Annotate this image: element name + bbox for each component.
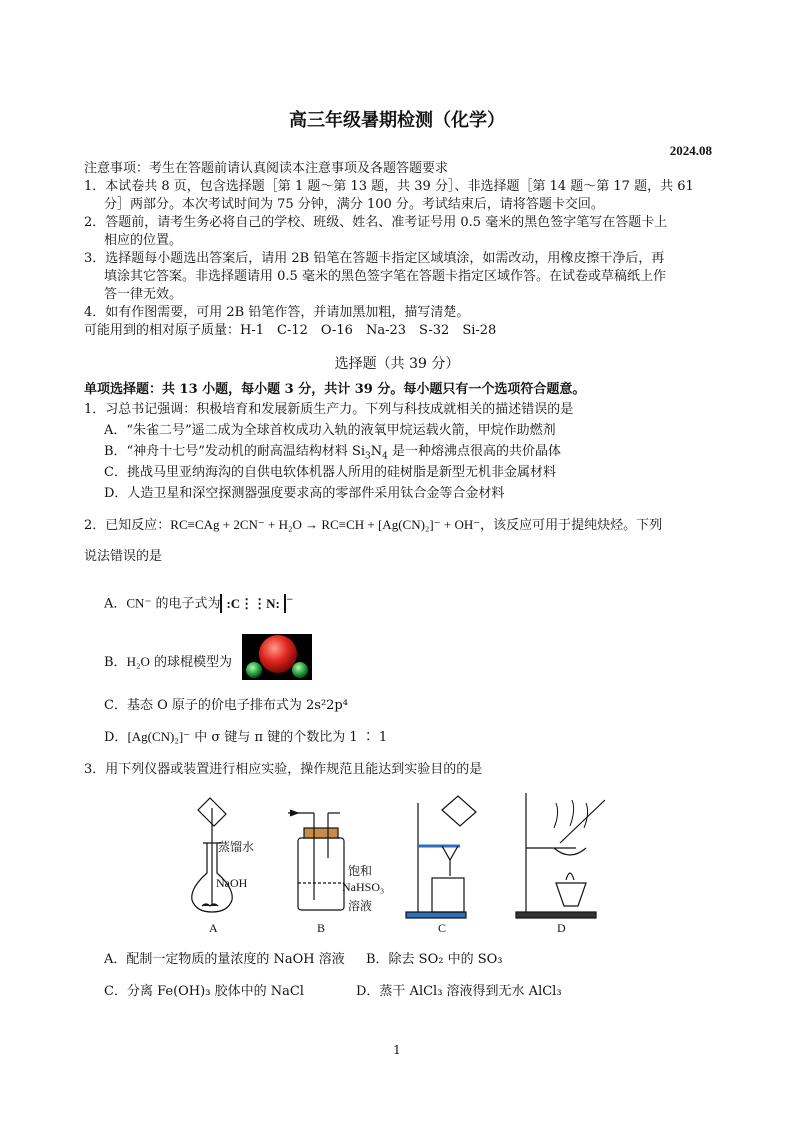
silver-complex: [Ag(CN)₂]⁻ xyxy=(127,729,191,744)
notice-item: 2．答题前，请考生务必将自己的学校、班级、姓名、准考证号用 0.5 毫米的黑色签字笔写在答题卡上 xyxy=(84,215,668,230)
atomic-mass-note: 可能用到的相对原子质量：H-1 C-12 O-16 Na-23 S-32 Si-28 xyxy=(84,323,497,338)
q1-option-c: C．挑战马里亚纳海沟的自供电软体机器人所用的硅树脂是新型无机非金属材料 xyxy=(104,465,556,480)
cn-ion: CN⁻ xyxy=(126,595,152,611)
water-model-svg xyxy=(242,634,312,680)
q2-stem xyxy=(84,516,662,534)
q2-option-c: C．基态 O 原子的价电子排布式为 2s²2p⁴ xyxy=(104,698,348,713)
q2-option-a-text: 的电子式为 xyxy=(151,596,221,612)
notice-item: 4．如有作图需要，可用 2B 铅笔作答，并请加黑加粗，描写清楚。 xyxy=(84,305,470,320)
q1-option-b-pre: B．“神舟十七号”发动机的耐高温结构材料 Si xyxy=(104,444,366,459)
q1-option-d: D．人造卫星和深空探测器强度要求高的零部件采用钛合金等合金材料 xyxy=(104,486,505,501)
hydrogen-atom xyxy=(246,662,262,678)
q2-option-a xyxy=(104,592,293,613)
hydrogen-atom xyxy=(292,662,308,678)
notice-item: 相应的位置。 xyxy=(104,233,183,248)
q2-option-d xyxy=(104,728,387,746)
subscript: 3 xyxy=(365,451,371,462)
label-naoh: NaOH xyxy=(216,876,248,890)
q1-option-a: A．“朱雀二号”遥二成为全球首枚成功入轨的液氧甲烷运载火箭，甲烷作助燃剂 xyxy=(104,423,556,438)
q1-option-b-mid: N xyxy=(370,444,383,459)
page-number: 1 xyxy=(393,1043,401,1057)
q2-stem-post: ，该反应可用于提纯炔烃。下列 xyxy=(480,518,663,533)
figure-label-a: A xyxy=(209,921,218,935)
notice-item: 分］两部分。本次考试时间为 75 分钟，满分 100 分。考试结束后，请将答题卡交回。 xyxy=(104,197,604,212)
q3-stem: 3．用下列仪器或装置进行相应实验，操作规范且能达到实验目的的是 xyxy=(84,762,483,777)
lewis-charge: − xyxy=(285,595,294,605)
water-ball-stick-model xyxy=(242,634,312,680)
cn-lewis-structure: :C⋮⋮N: xyxy=(220,594,285,613)
q3-option-c: C．分离 Fe(OH)₃ 胶体中的 NaCl xyxy=(104,984,304,999)
section-title: 选择题（共 39 分） xyxy=(334,356,460,372)
notice-item: 填涂其它答案。非选择题请用 0.5 毫米的黑色签字笔在答题卡指定区域作答。在试卷或草稿纸上作 xyxy=(104,269,666,284)
q2-option-b-pre: B． xyxy=(104,655,127,670)
label-saturated: 饱和 xyxy=(348,864,373,878)
q1-stem: 1．习总书记强调：积极培育和发展新质生产力。下列与科技成就相关的描述错误的是 xyxy=(84,402,574,417)
apparatus-b-wash-bottle xyxy=(288,810,344,910)
apparatus-a-flask xyxy=(192,798,232,912)
label-distilled-water: 蒸馏水 xyxy=(218,840,255,854)
q2-option-a-pre: A． xyxy=(104,596,127,612)
q2-option-d-text: 中 σ 键与 π 键的个数比为 1 ∶ 1 xyxy=(190,730,388,745)
figure-label-d: D xyxy=(557,921,566,935)
apparatus-c-filter xyxy=(406,796,476,918)
apparatus-figure xyxy=(180,788,620,938)
figure-label-b: B xyxy=(317,921,326,935)
q2-option-b-text: 的球棍模型为 xyxy=(149,655,233,670)
oxygen-atom xyxy=(259,635,297,673)
page-title: 高三年级暑期检测（化学） xyxy=(289,110,505,131)
q3-option-d: D．蒸干 AlCl₃ 溶液得到无水 AlCl₃ xyxy=(356,984,562,999)
water-formula: H₂O xyxy=(126,654,150,669)
notice-item: 3．选择题每小题选出答案后，请用 2B 铅笔在答题卡指定区域填涂，如需改动，用橡皮擦干净后，再 xyxy=(84,251,665,266)
q2-stem-line2: 说法错误的是 xyxy=(84,549,163,564)
q2-equation: RC≡CAg + 2CN⁻ + H₂O → RC≡CH + [Ag(CN)₂]⁻ + OH⁻ xyxy=(170,517,481,532)
q2-stem-pre: 2．已知反应： xyxy=(84,518,171,533)
apparatus-d-evaporation xyxy=(516,793,605,918)
notice-intro: 注意事项：考生在答题前请认真阅读本注意事项及各题答题要求 xyxy=(84,161,449,176)
notice-item: 答一律无效。 xyxy=(104,287,183,302)
notice-item: 1．本试卷共 8 页，包含选择题［第 1 题～第 13 题，共 39 分］、非选择题［第 14 题～第 17 题，共 61 xyxy=(84,179,694,194)
figure-label-c: C xyxy=(438,921,447,935)
q1-option-b xyxy=(104,443,561,466)
q2-option-d-pre: D． xyxy=(104,730,128,745)
section-instruction: 单项选择题：共 13 小题，每小题 3 分，共计 39 分。每小题只有一个选项符合题意。 xyxy=(84,382,586,397)
q3-option-a: A．配制一定物质的量浓度的 NaOH 溶液 xyxy=(104,952,345,967)
subscript: 4 xyxy=(382,451,388,462)
q3-option-b: B．除去 SO₂ 中的 SO₃ xyxy=(366,952,503,967)
label-solution: 溶液 xyxy=(348,899,373,913)
q1-option-b-post: 是一种熔沸点很高的共价晶体 xyxy=(387,444,562,459)
q2-option-b xyxy=(104,653,232,671)
exam-date: 2024.08 xyxy=(669,143,712,158)
label-nahso3: NaHSO₃ xyxy=(342,880,385,894)
